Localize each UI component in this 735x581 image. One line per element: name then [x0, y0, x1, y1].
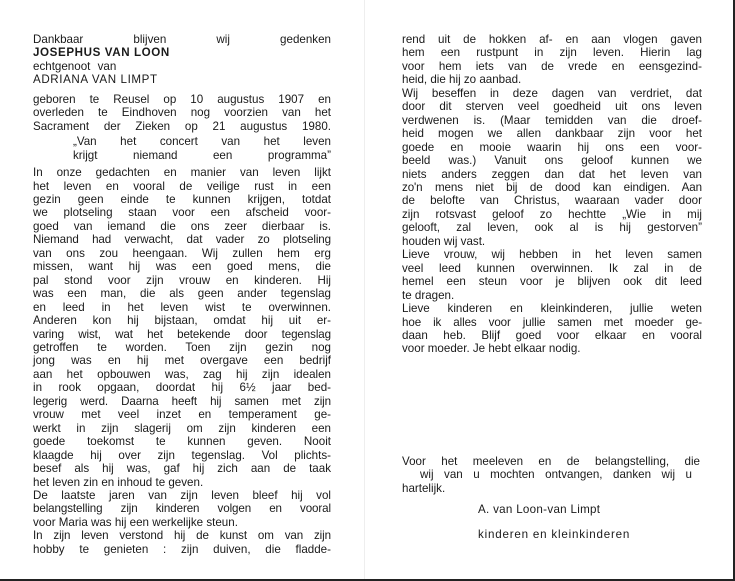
body-line: goede toekomst te kunnen geven. Nooit [33, 435, 331, 449]
thanks-block [402, 455, 700, 495]
body-line: verdwenen is. (Maar temidden van die droef- [402, 113, 702, 127]
body-line: zo'n mens niet bij de dood kan eindigen. Aan [402, 180, 702, 194]
body-line: goede en mooie waarin hij ons een voor- [402, 140, 702, 154]
body-line: van ons zou heengaan. Wij zullen hem erg [33, 246, 331, 260]
body-line: rend uit de hokken af- en aan vlogen gaven [402, 33, 702, 46]
body-line: voor hem iets van de vrede en eensgezind- [402, 59, 702, 73]
body-line: gelooft, zal leven, ook al is hij gestorven” [402, 221, 702, 235]
body-line: Lieve kinderen en kleinkinderen, jullie weten [402, 302, 702, 316]
body-line: door dit sterven veel goedheid uit ons leven [402, 100, 702, 114]
body-line: pal stond voor zijn vrouw en kinderen. Hij [33, 273, 331, 287]
body-line: hobby te genieten : zijn duiven, die fladde- [33, 542, 331, 556]
body-line: hem een rustpunt in zijn leven. Hierin lag [402, 46, 702, 60]
body-line: voor Maria was hij een werkelijke steun. [33, 515, 238, 529]
body-line: voor moeder. Je hebt elkaar nodig. [402, 342, 581, 356]
body-line: getroffen te worden. Toen zijn gezin nog [33, 340, 331, 354]
thanks-line: hartelijk. [402, 481, 446, 495]
body-line: belangstelling zijn kinderen volgen en vooral [33, 502, 331, 516]
body-line: klaagde hij over zijn tegenslag. Vol plichts- [33, 448, 331, 462]
body-line: het leven zin en inhoud te geven. [33, 475, 204, 489]
body-line: Anderen kon hij bijstaan, omdat hij uit er- [33, 314, 331, 328]
body-line: we plotseling staan voor een afscheid voor- [33, 206, 331, 220]
body-line: besef als hij was, gaf hij zich aan de taak [33, 462, 331, 476]
body-line: missen, want hij was een goed mens, die [33, 260, 331, 274]
body-line: varing wist, wat het betekende door tegenslag [33, 327, 331, 341]
life-line: geboren te Reusel op 10 augustus 1907 en [33, 92, 331, 106]
body-line: de belofte van Christus, waaraan vader door [402, 194, 702, 208]
body-line: was een man, die als geen ander tegenslag [33, 287, 331, 301]
body-line: goed van iemand die ons zeer dierbaar is. [33, 219, 331, 233]
card-fold [364, 0, 365, 579]
life-line: overleden te Eindhoven nog voorzien van het [33, 106, 331, 120]
spouse-name: ADRIANA VAN LIMPT [33, 73, 158, 87]
body-line: Niemand had verwacht, dat vader zo plotseling [33, 233, 331, 247]
body-line: veel leed kunnen overwinnen. Ik zal in de [402, 261, 702, 275]
body-line: heid mogen we allen dankbaar zijn voor het [402, 127, 702, 141]
body-line: In onze gedachten en manier van leven lijkt [33, 166, 331, 180]
body-line: De laatste jaren van zijn leven bleef hij vol [33, 488, 331, 502]
body-line: legerig werd. Daarna heeft hij samen met zijn [33, 394, 331, 408]
body-line: vrouw met veel inzet en temperament ge- [33, 408, 331, 422]
body-line: hoe ik alles voor jullie samen met moeder ge- [402, 315, 702, 329]
life-line: Sacrament der Zieken op 21 augustus 1980. [33, 119, 331, 133]
thanks-line: wij van u mochten ontvangen, danken wij u [420, 468, 692, 482]
body-line: In zijn leven verstond hij de kunst om van zijn [33, 529, 331, 543]
body-line: en leed in het leven wist te overwinnen. [33, 300, 331, 314]
body-line: houden wij vast. [402, 234, 486, 248]
body-line: het leven en vooral de veilige rust in een [33, 179, 331, 193]
right-column [402, 0, 702, 356]
quote-line: „Van het concert van het leven [73, 135, 331, 149]
signature: A. van Loon-van Limpt [478, 503, 601, 516]
body-line: werkt in zijn slagerij om zijn kinderen een [33, 421, 331, 435]
spouse-label: echtgenoot van [33, 59, 117, 73]
thanks-line: Voor het meeleven en de belangstelling, die [402, 455, 700, 468]
body-line: jong was en hij met overgave een bedrijf [33, 354, 331, 368]
deceased-name: JOSEPHUS VAN LOON [33, 46, 170, 60]
body-line: hemel een steun voor je blijven ook dit leed [402, 275, 702, 289]
left-column [33, 0, 331, 556]
quote-line: krijgt niemand een programma” [73, 148, 331, 162]
body-line: Wij beseffen in deze dagen van verdriet, dat [402, 86, 702, 100]
intro-text: Dankbaar blijven wij gedenken [33, 33, 331, 46]
body-line: Lieve vrouw, wij hebben in het leven samen [402, 248, 702, 262]
family-signature: kinderen en kleinkinderen [478, 528, 631, 541]
body-line: aan het opbouwen was, zag hij zijn idealen [33, 367, 331, 381]
body-line: beeld was.) Vanuit ons geloof kunnen we [402, 154, 702, 168]
body-line: te dragen. [402, 288, 455, 302]
body-line: daan heb. Blijf goed voor elkaar en vooral [402, 328, 702, 342]
body-line: in rook opgaan, doordat hij 6½ jaar bed- [33, 381, 331, 395]
body-line: niets anders zeggen dan dat het leven van [402, 167, 702, 181]
body-line: gezin geen einde te kunnen krijgen, totdat [33, 192, 331, 206]
body-line: heid, die hij zo aanbad. [402, 73, 522, 87]
body-line: zijn rotsvast geloof zo hechtte „Wie in mij [402, 207, 702, 221]
